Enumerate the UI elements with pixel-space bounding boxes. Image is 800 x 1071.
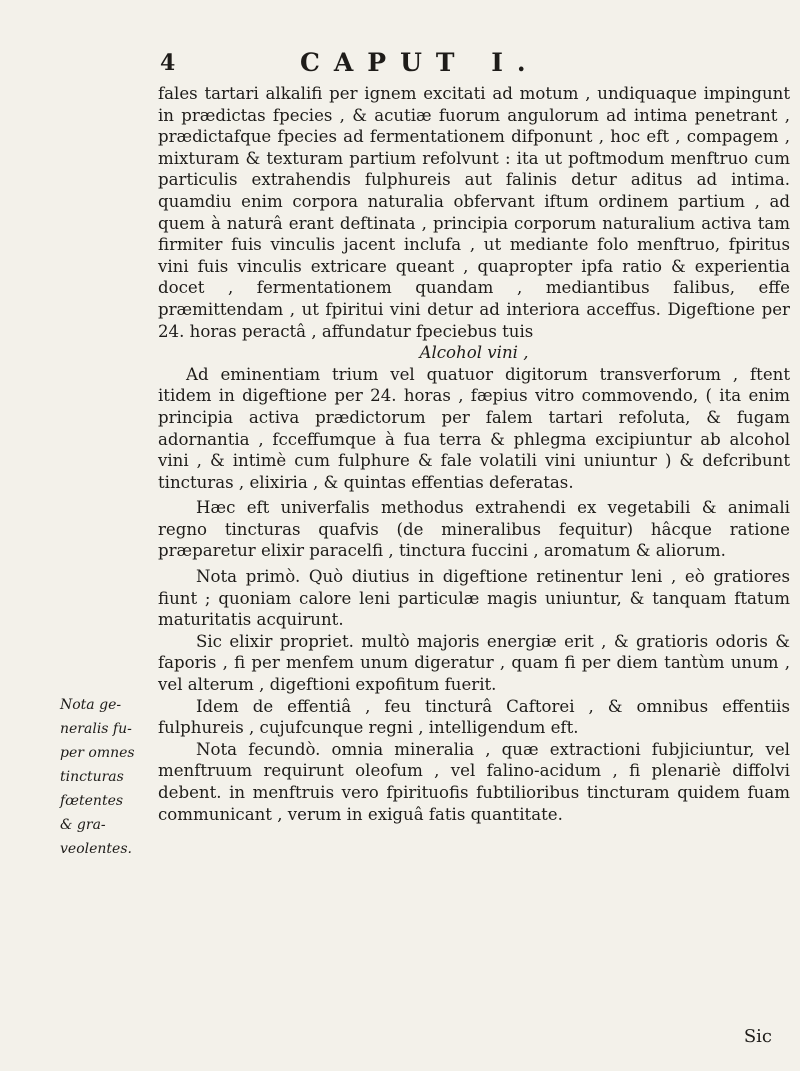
paragraph-6: Idem de effentiâ , feu tincturâ Caftorei , & omnibus effentiis fulphureis , cujufcunque regni , intelligendum eft. [158, 696, 790, 738]
margin-note-line: tincturas [60, 769, 124, 785]
margin-note-line: Nota ge- [60, 697, 122, 713]
page-number: 4 [160, 50, 176, 76]
ingredient-heading: Alcohol vini , [419, 343, 529, 363]
paragraph-1: fales tartari alkalifi per ignem excitati ad motum , undiquaque impingunt in prædictas fpecies , & acutiæ fuorum angulorum ad intima penetrant , prædictafque fpecies ad fermentationem difponunt , hoc eft , compagem , mixturam & texturam partium refolvunt : ita ut poftmodum menftruo cum particulis extrahendis fulphureis aut falinis detur aditus ad intima. quamdiu enim corpora naturalia obfervant iftum ordinem partium , ad quem à naturâ erant deftinata , principia corporum naturalium activa tam firmiter fuis vinculis jacent inclufa , ut mediante folo menftruo, fpiritus vini fuis vinculis extricare queant , quapropter ipfa ratio & experientia docet , fermentationem quandam , mediantibus falibus, effe præmittendam , ut fpiritui vini detur ad interiora acceffus. Digeftione per 24. horas peractâ , affundatur fpeciebus tuis [158, 84, 790, 341]
running-head: CAPUT I. [300, 48, 540, 77]
margin-note-line: fœtentes [60, 793, 124, 809]
paragraph-5: Sic elixir propriet. multò majoris energiæ erit , & gratioris odoris & faporis , fi per menfem unum digeratur , quam fi per diem tantùm unum , vel alterum , digeftioni expofitum fuerit. [158, 631, 790, 695]
margin-note [60, 693, 152, 861]
paragraph-4: Nota primò. Quò diutius in digeftione retinentur leni , eò gratiores fiunt ; quoniam calore leni particulæ magis uniuntur, & tanquam ftatum maturitatis acquirunt. [158, 567, 790, 630]
paragraph-3: Hæc eft univerfalis methodus extrahendi ex vegetabili & animali regno tincturas quafvis (de mineralibus fequitur) hâcque ratione præparetur elixir paracelfi , tinctura fuccini , aromatum & aliorum. [158, 498, 790, 561]
page-header [150, 50, 790, 82]
paragraph-2: Ad eminentiam trium vel quatuor digitorum transverforum , ftent itidem in digeftione per 24. horas , fæpius vitro commovendo, ( ita enim principia activa prædictorum per falem tartari refoluta, & fugam adornantia , fcceffumque à fua terra & phlegma excipiuntur ab alcohol vini , & intimè cum fulphure & fale volatili vini uniuntur ) & defcribunt tincturas , elixiria , & quintas effentias deferatas. [158, 364, 790, 492]
paragraph-7: Nota fecundò. omnia mineralia , quæ extractioni fubjiciuntur, vel menftruum requirunt oleofum , vel falino-acidum , fi plenariè diffolvi debent. in menftruis vero fpirituofis fubtilioribus tincturam quidem fuam communicant , verum in exiguâ fatis quantitate. [158, 739, 790, 824]
margin-note-line: & gra- [60, 817, 106, 833]
main-text [158, 83, 790, 825]
margin-note-line: veolentes. [60, 841, 132, 857]
catchword: Sic [743, 1026, 772, 1047]
margin-note-line: per omnes [60, 745, 135, 761]
margin-note-line: neralis fu- [60, 721, 132, 737]
